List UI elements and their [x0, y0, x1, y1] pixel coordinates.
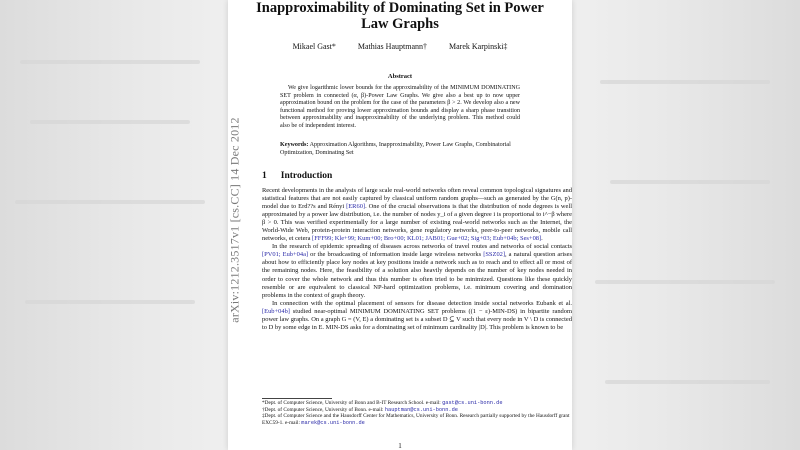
ghost-line: [25, 300, 195, 304]
footnote-text: ‡Dept. of Computer Science and the Hausdorff Center for Mathematics, University of Bonn. Research partially supported by the Hausdorff grant EXC59-1. e-mail:: [262, 413, 570, 427]
text-run: Recent developments in the analysis of large scale real-world networks often reveal common topological signatures and statistical features that are not easily captured by classical uniform random graphs—such as generated by the G(n, p)-model due to Erd??s and Rényi: [262, 187, 572, 211]
section-heading: [262, 171, 332, 181]
footnote: [262, 400, 572, 407]
ghost-line: [600, 80, 770, 84]
email-link[interactable]: gast@cs.uni-bonn.de: [442, 400, 503, 406]
ghost-line: [20, 60, 200, 64]
email-link[interactable]: marek@cs.uni-bonn.de: [301, 420, 365, 427]
footnote: [262, 413, 572, 426]
text-run: studied near-optimal MINIMUM DOMINATING SET problems ((1 − ε)-MIN-DS) in bipartite random power law graphs. On a graph G = (V, E) a dominating set is a subset D ⊆ V such that every node in V \ D is connected to D by some edge in E. MIN-DS asks for a dominating set of minimum cardinality |D|. This problem is known to be: [262, 307, 572, 331]
paper-title: Inapproximability of Dominating Set in Power Law Graphs: [256, 0, 544, 32]
ghost-line: [595, 280, 775, 284]
paragraph: [262, 243, 572, 299]
ghost-line: [610, 180, 770, 184]
footnote-rule: [262, 398, 332, 399]
citation-link[interactable]: [FFF99; Kle+99; Kum+00; Bro+00; KL01; JAB01; Gue+02; Sig+03; Eub+04b; Ses+08]: [312, 235, 542, 243]
author-name: Mikael Gast*: [292, 42, 336, 51]
email-link[interactable]: hauptman@cs.uni-bonn.de: [384, 406, 458, 413]
arxiv-stamp: [228, 100, 242, 340]
author-list: [250, 42, 550, 51]
arxiv-id: arXiv:1212.3517v1 [cs.CC] 14 Dec 2012: [227, 117, 242, 323]
abstract-text: We give logarithmic lower bounds for the approximability of the MINIMUM DOMINATING SET problem in connected (α, β)-Power Law Graphs. We give also a best up to now upper approximation bound on the problem for the case of the parameters β > 2. We develop also a new functional method for proving lower approximation bounds and display a sharp phase transition between approximability and inapproximability of the underlying problem. This method could also be of independent interest.: [280, 85, 520, 129]
citation-link[interactable]: [SSZ02]: [483, 251, 506, 259]
ghost-line: [30, 120, 190, 124]
abstract-heading: Abstract: [387, 73, 413, 80]
section-title: Introduction: [280, 171, 333, 181]
text-run: or the broadcasting of information inside large wireless networks: [308, 251, 484, 259]
keywords-label: Keywords:: [280, 142, 309, 148]
ghost-line: [605, 380, 770, 384]
text-run: In the research of epidemic spreading of diseases across networks of travel routes and networks of social contacts: [272, 243, 572, 251]
text-run: In connection with the optimal placement of sensors for disease detection inside social networks Eubank et al.: [272, 299, 572, 307]
paragraph: [262, 300, 572, 332]
paragraph: [262, 187, 572, 243]
page-number: 1: [398, 442, 402, 450]
ghost-line: [15, 200, 205, 204]
background-left-blur: [0, 0, 228, 450]
footnote-text: *Dept. of Computer Science, University of Bonn and B-IT Research School. e-mail:: [262, 400, 443, 406]
text-run: , a natural question arises about how to efficiently place key nodes at key positions inside a network such as to reach and to effect all or most of the remaining nodes. Here, the feasibility of a solution also heavily depends on the number of key nodes needed in order to cover the whole network and thus this number is often tried to be minimized. Questions like these quickly resemble or are equivalent to classical NP-hard optimization problems, i.e. minimum covering and domination problems in the context of graph theory.: [262, 251, 573, 299]
citation-link[interactable]: [ER60]: [346, 203, 366, 211]
section-number: 1: [262, 171, 267, 181]
footnotes: [262, 400, 572, 427]
author-name: Mathias Hauptmann†: [357, 42, 427, 51]
text-run: . One of the crucial observations is that the distribution of node degrees is well approximated by a power law distribution, i.e. the number of nodes y_i of a given degree i is proportional to i^−β where β > 0. This was verified experimentally for a large number of existing real-world networks such as the Internet, the World-Wide Web, protein-protein interaction networks, gene regulatory networks, peer-to-peer networks, mobile call networks, et cetera: [262, 203, 572, 243]
keywords: [280, 142, 520, 157]
author-name: Marek Karpinski‡: [449, 42, 508, 51]
text-run: .: [541, 235, 543, 243]
citation-link[interactable]: [PV01; Eub+04a]: [262, 251, 309, 259]
citation-link[interactable]: [Eub+04b]: [262, 307, 290, 315]
body-text: [262, 187, 572, 332]
keywords-text: Approximation Algorithms, Inapproximability, Power Law Graphs, Combinatorial Optimization, Dominating Set: [280, 142, 511, 156]
footnote-text: †Dept. of Computer Science, University of Bonn. e-mail:: [262, 406, 385, 413]
